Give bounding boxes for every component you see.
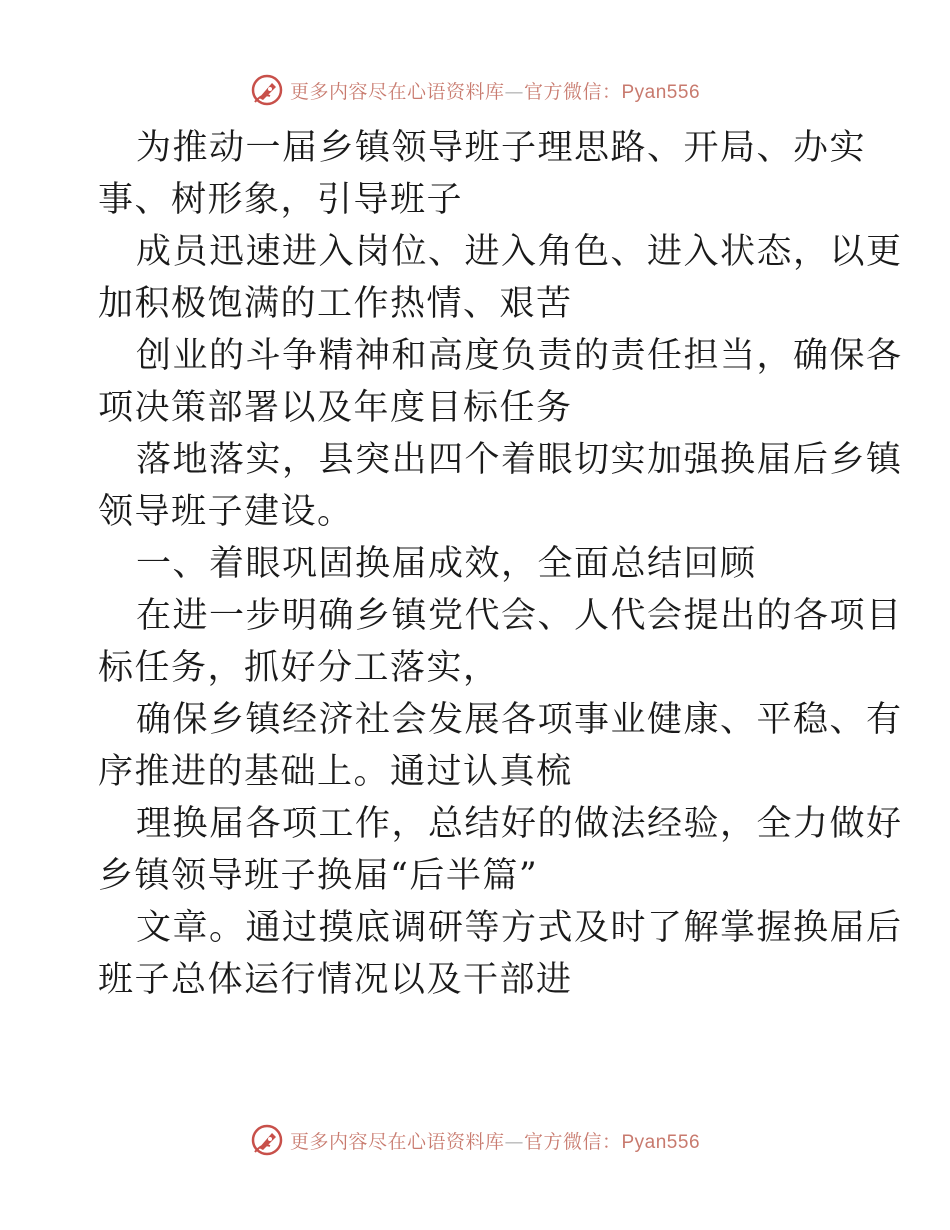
pen-nib-logo-icon (250, 73, 284, 107)
text-line: 事、树形象，引导班子 (98, 180, 464, 220)
text-line: 落地落实，县突出四个着眼切实加强换届后乡镇 (136, 440, 903, 480)
text-line: 为推动一届乡镇领导班子理思路、开局、办实 (136, 128, 867, 168)
text-line: 标任务，抓好分工落实， (98, 648, 500, 688)
watermark-text: 更多内容尽在心语资料库—官方微信：Pyan556 (289, 80, 701, 103)
pen-nib-logo-icon (250, 1123, 284, 1157)
text-line: 在进一步明确乡镇党代会、人代会提出的各项目 (136, 596, 903, 636)
watermark-text: 更多内容尽在心语资料库—官方微信：Pyan556 (289, 1130, 701, 1153)
text-line: 加积极饱满的工作热情、艰苦 (98, 284, 573, 324)
text-line: 理换届各项工作，总结好的做法经验，全力做好 (136, 804, 903, 844)
text-line: 领导班子建设。 (98, 492, 354, 532)
text-line: 创业的斗争精神和高度负责的责任担当，确保各 (136, 336, 903, 376)
text-line: 乡镇领导班子换届“后半篇” (98, 856, 539, 896)
text-line: 一、着眼巩固换届成效，全面总结回顾 (136, 544, 757, 584)
header-watermark (0, 70, 950, 110)
document-body (98, 122, 903, 1006)
text-line: 班子总体运行情况以及干部进 (98, 960, 573, 1000)
text-line: 序推进的基础上。通过认真梳 (98, 752, 573, 792)
text-line: 确保乡镇经济社会发展各项事业健康、平稳、有 (136, 700, 903, 740)
text-line: 项决策部署以及年度目标任务 (98, 388, 573, 428)
text-line: 文章。通过摸底调研等方式及时了解掌握换届后 (136, 908, 903, 948)
footer-watermark (0, 1120, 950, 1160)
text-line: 成员迅速进入岗位、进入角色、进入状态，以更 (136, 232, 903, 272)
